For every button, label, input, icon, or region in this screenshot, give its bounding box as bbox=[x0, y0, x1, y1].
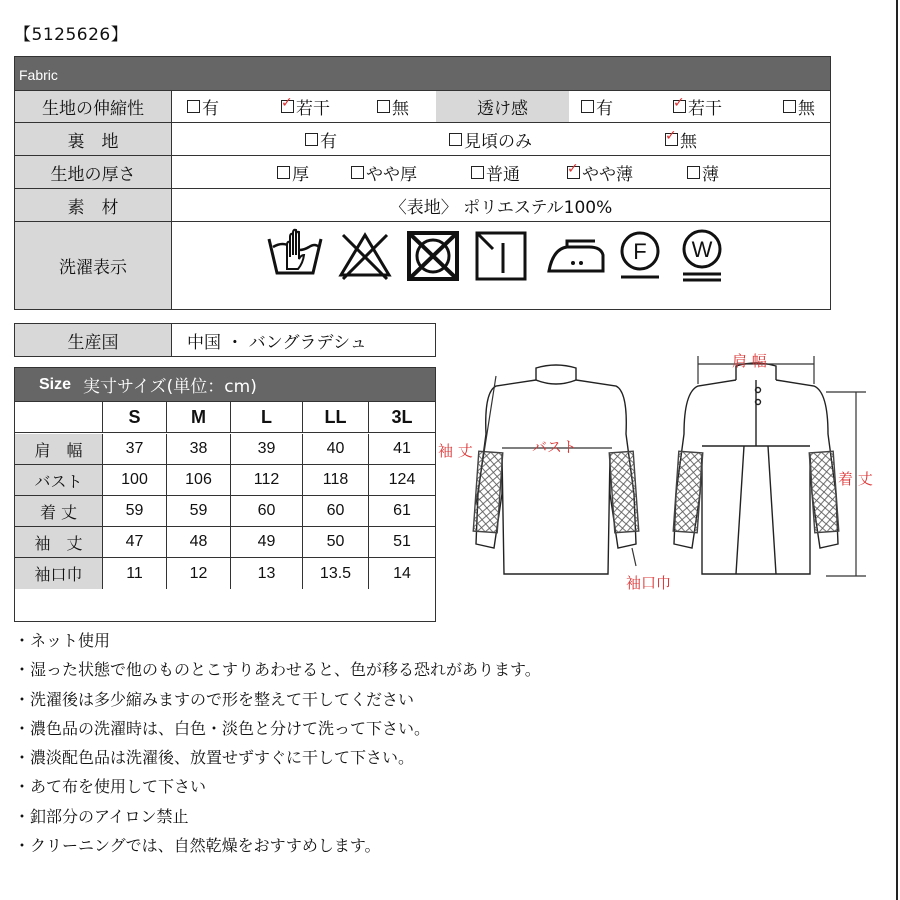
size-row bbox=[15, 558, 435, 589]
fabric-table bbox=[14, 56, 831, 310]
sheer-label: 透け感 bbox=[436, 91, 569, 122]
care-note: ・ネット使用 bbox=[14, 631, 111, 650]
size-row-label: 肩 幅 bbox=[15, 434, 103, 464]
product-code: 【5125626】 bbox=[14, 25, 129, 45]
measurement-lines bbox=[476, 356, 866, 576]
svg-text:W: W bbox=[691, 237, 713, 262]
stretch-row bbox=[15, 91, 830, 123]
care-note: ・あて布を使用して下さい bbox=[14, 777, 207, 797]
size-column-header: M bbox=[167, 402, 231, 432]
size-value-cell: 60 bbox=[231, 496, 303, 526]
size-row-label: 着 丈 bbox=[15, 496, 103, 526]
country-value: 中国 ・ バングラデシュ bbox=[187, 332, 367, 353]
care-label: 洗濯表示 bbox=[15, 222, 172, 309]
size-value-cell: 13 bbox=[231, 558, 303, 589]
garment-diagram bbox=[436, 344, 896, 604]
size-table bbox=[14, 367, 436, 622]
country-label: 生産国 bbox=[15, 324, 172, 356]
size-value-cell: 59 bbox=[103, 496, 167, 526]
page-divider bbox=[896, 0, 898, 900]
sheer-option-yes: 有 bbox=[581, 91, 613, 122]
size-value-cell: 37 bbox=[103, 434, 167, 464]
size-value-cell: 41 bbox=[393, 440, 411, 457]
size-column-header: L bbox=[231, 402, 303, 432]
thickness-option-slightly-thick: やや厚 bbox=[351, 156, 417, 188]
thickness-option-thin: 薄 bbox=[687, 156, 719, 188]
thickness-label: 生地の厚さ bbox=[15, 156, 172, 188]
size-value-cell: 47 bbox=[103, 527, 167, 557]
size-value-cell: 13.5 bbox=[303, 558, 369, 589]
size-value-cell: 100 bbox=[103, 465, 167, 495]
thickness-option-slightly-thin: ✓ やや薄 bbox=[567, 160, 633, 185]
checkbox-icon bbox=[187, 100, 200, 113]
material-row bbox=[15, 189, 830, 222]
country-of-origin bbox=[14, 323, 436, 357]
checkbox-icon bbox=[377, 100, 390, 113]
size-row bbox=[15, 527, 435, 558]
size-value-cell: 14 bbox=[393, 564, 411, 582]
lining-label: 裏 地 bbox=[15, 123, 172, 155]
fabric-header: Fabric bbox=[15, 57, 830, 91]
checked-checkbox-icon: ✓ bbox=[665, 127, 677, 144]
stretch-label: 生地の伸縮性 bbox=[15, 91, 172, 122]
checkbox-icon bbox=[449, 133, 462, 146]
checked-checkbox-icon: ✓ bbox=[567, 160, 579, 177]
cuff-width-label: 袖口巾 bbox=[626, 574, 672, 592]
size-table-header bbox=[15, 368, 435, 402]
size-header-unit: 実寸サイズ(単位：cm) bbox=[83, 377, 257, 397]
size-value-cell: 60 bbox=[303, 496, 369, 526]
size-row bbox=[15, 434, 435, 465]
svg-text:F: F bbox=[633, 239, 647, 264]
front-view bbox=[473, 365, 639, 574]
checked-checkbox-icon: ✓ bbox=[281, 95, 293, 111]
sleeve-length-label: 袖 丈 bbox=[438, 442, 473, 460]
care-row bbox=[15, 222, 830, 309]
size-value-cell: 12 bbox=[167, 558, 231, 589]
size-value-cell: 49 bbox=[231, 527, 303, 557]
sheer-option-slight: ✓ 若干 bbox=[673, 95, 722, 119]
thickness-option-normal: 普通 bbox=[471, 156, 520, 188]
lining-option-no: ✓ 無 bbox=[665, 127, 697, 152]
size-row-label: バスト bbox=[15, 465, 103, 495]
size-row-label: 袖 丈 bbox=[15, 527, 103, 557]
size-value-cell: 48 bbox=[167, 527, 231, 557]
thickness-option-thick: 厚 bbox=[277, 156, 309, 188]
size-value-cell: 112 bbox=[231, 465, 303, 495]
no-bleach-icon bbox=[335, 225, 395, 285]
size-value-cell: 38 bbox=[167, 434, 231, 464]
size-value-cell: 59 bbox=[167, 496, 231, 526]
checkbox-icon bbox=[687, 166, 700, 179]
size-value-cell: 39 bbox=[231, 434, 303, 464]
lining-option-body-only: 見頃のみ bbox=[449, 123, 532, 155]
size-value-cell: 124 bbox=[388, 471, 416, 488]
care-note: ・釦部分のアイロン禁止 bbox=[14, 806, 189, 826]
stretch-option-yes: 有 bbox=[187, 91, 219, 122]
low-iron-icon bbox=[543, 225, 609, 285]
shoulder-width-label: 肩 幅 bbox=[732, 352, 767, 370]
lining-option-yes: 有 bbox=[305, 123, 337, 155]
size-row bbox=[15, 465, 435, 496]
care-note: ・濃淡配色品は洗濯後、放置せずすぐに干して下さい。 bbox=[14, 748, 415, 768]
size-column-header: LL bbox=[303, 402, 369, 432]
checkbox-icon bbox=[277, 166, 290, 179]
thickness-row bbox=[15, 156, 830, 189]
size-column-header-row bbox=[15, 402, 435, 433]
checkbox-icon bbox=[581, 100, 594, 113]
material-value: 〈表地〉 ポリエステル100% bbox=[389, 197, 613, 218]
care-note: ・クリーニングでは、自然乾燥をおすすめします。 bbox=[14, 836, 381, 856]
checkbox-icon bbox=[305, 133, 318, 146]
size-value-cell: 51 bbox=[393, 533, 411, 550]
care-icons bbox=[265, 225, 725, 289]
size-value-cell: 106 bbox=[167, 465, 231, 495]
size-value-cell: 61 bbox=[393, 502, 411, 519]
no-tumble-dry-icon bbox=[403, 225, 463, 285]
stretch-option-slight: ✓ 若干 bbox=[281, 95, 330, 119]
dry-clean-f-icon bbox=[615, 225, 665, 285]
checkbox-icon bbox=[471, 166, 484, 179]
care-notes bbox=[14, 626, 541, 860]
stretch-option-no: 無 bbox=[377, 91, 409, 122]
care-note: ・濃色品の洗濯時は、白色・淡色と分けて洗って下さい。 bbox=[14, 718, 431, 738]
size-column-header: S bbox=[103, 402, 167, 432]
care-note: ・湿った状態で他のものとこすりあわせると、色が移る恐れがあります。 bbox=[14, 660, 541, 680]
back-view bbox=[673, 363, 839, 574]
bust-label: バスト bbox=[532, 438, 578, 456]
sheer-option-no: 無 bbox=[783, 91, 815, 122]
wet-clean-w-icon bbox=[677, 225, 727, 285]
material-label: 素 材 bbox=[15, 189, 172, 221]
size-row-label: 袖口巾 bbox=[15, 558, 103, 589]
hand-wash-icon bbox=[265, 225, 325, 285]
size-column-header: 3L bbox=[391, 406, 413, 427]
checkbox-icon bbox=[783, 100, 796, 113]
checked-checkbox-icon: ✓ bbox=[673, 95, 685, 111]
size-row bbox=[15, 496, 435, 527]
lining-row bbox=[15, 123, 830, 156]
checkbox-icon bbox=[351, 166, 364, 179]
size-corner-cell bbox=[15, 402, 103, 432]
care-note: ・洗濯後は多少縮みますので形を整えて干してください bbox=[14, 689, 415, 709]
line-dry-shade-icon bbox=[471, 225, 531, 285]
length-label: 着 丈 bbox=[838, 470, 873, 488]
size-value-cell: 11 bbox=[103, 558, 167, 589]
size-value-cell: 50 bbox=[303, 527, 369, 557]
size-value-cell: 40 bbox=[303, 434, 369, 464]
size-header-label: Size bbox=[39, 375, 72, 393]
size-value-cell: 118 bbox=[303, 465, 369, 495]
